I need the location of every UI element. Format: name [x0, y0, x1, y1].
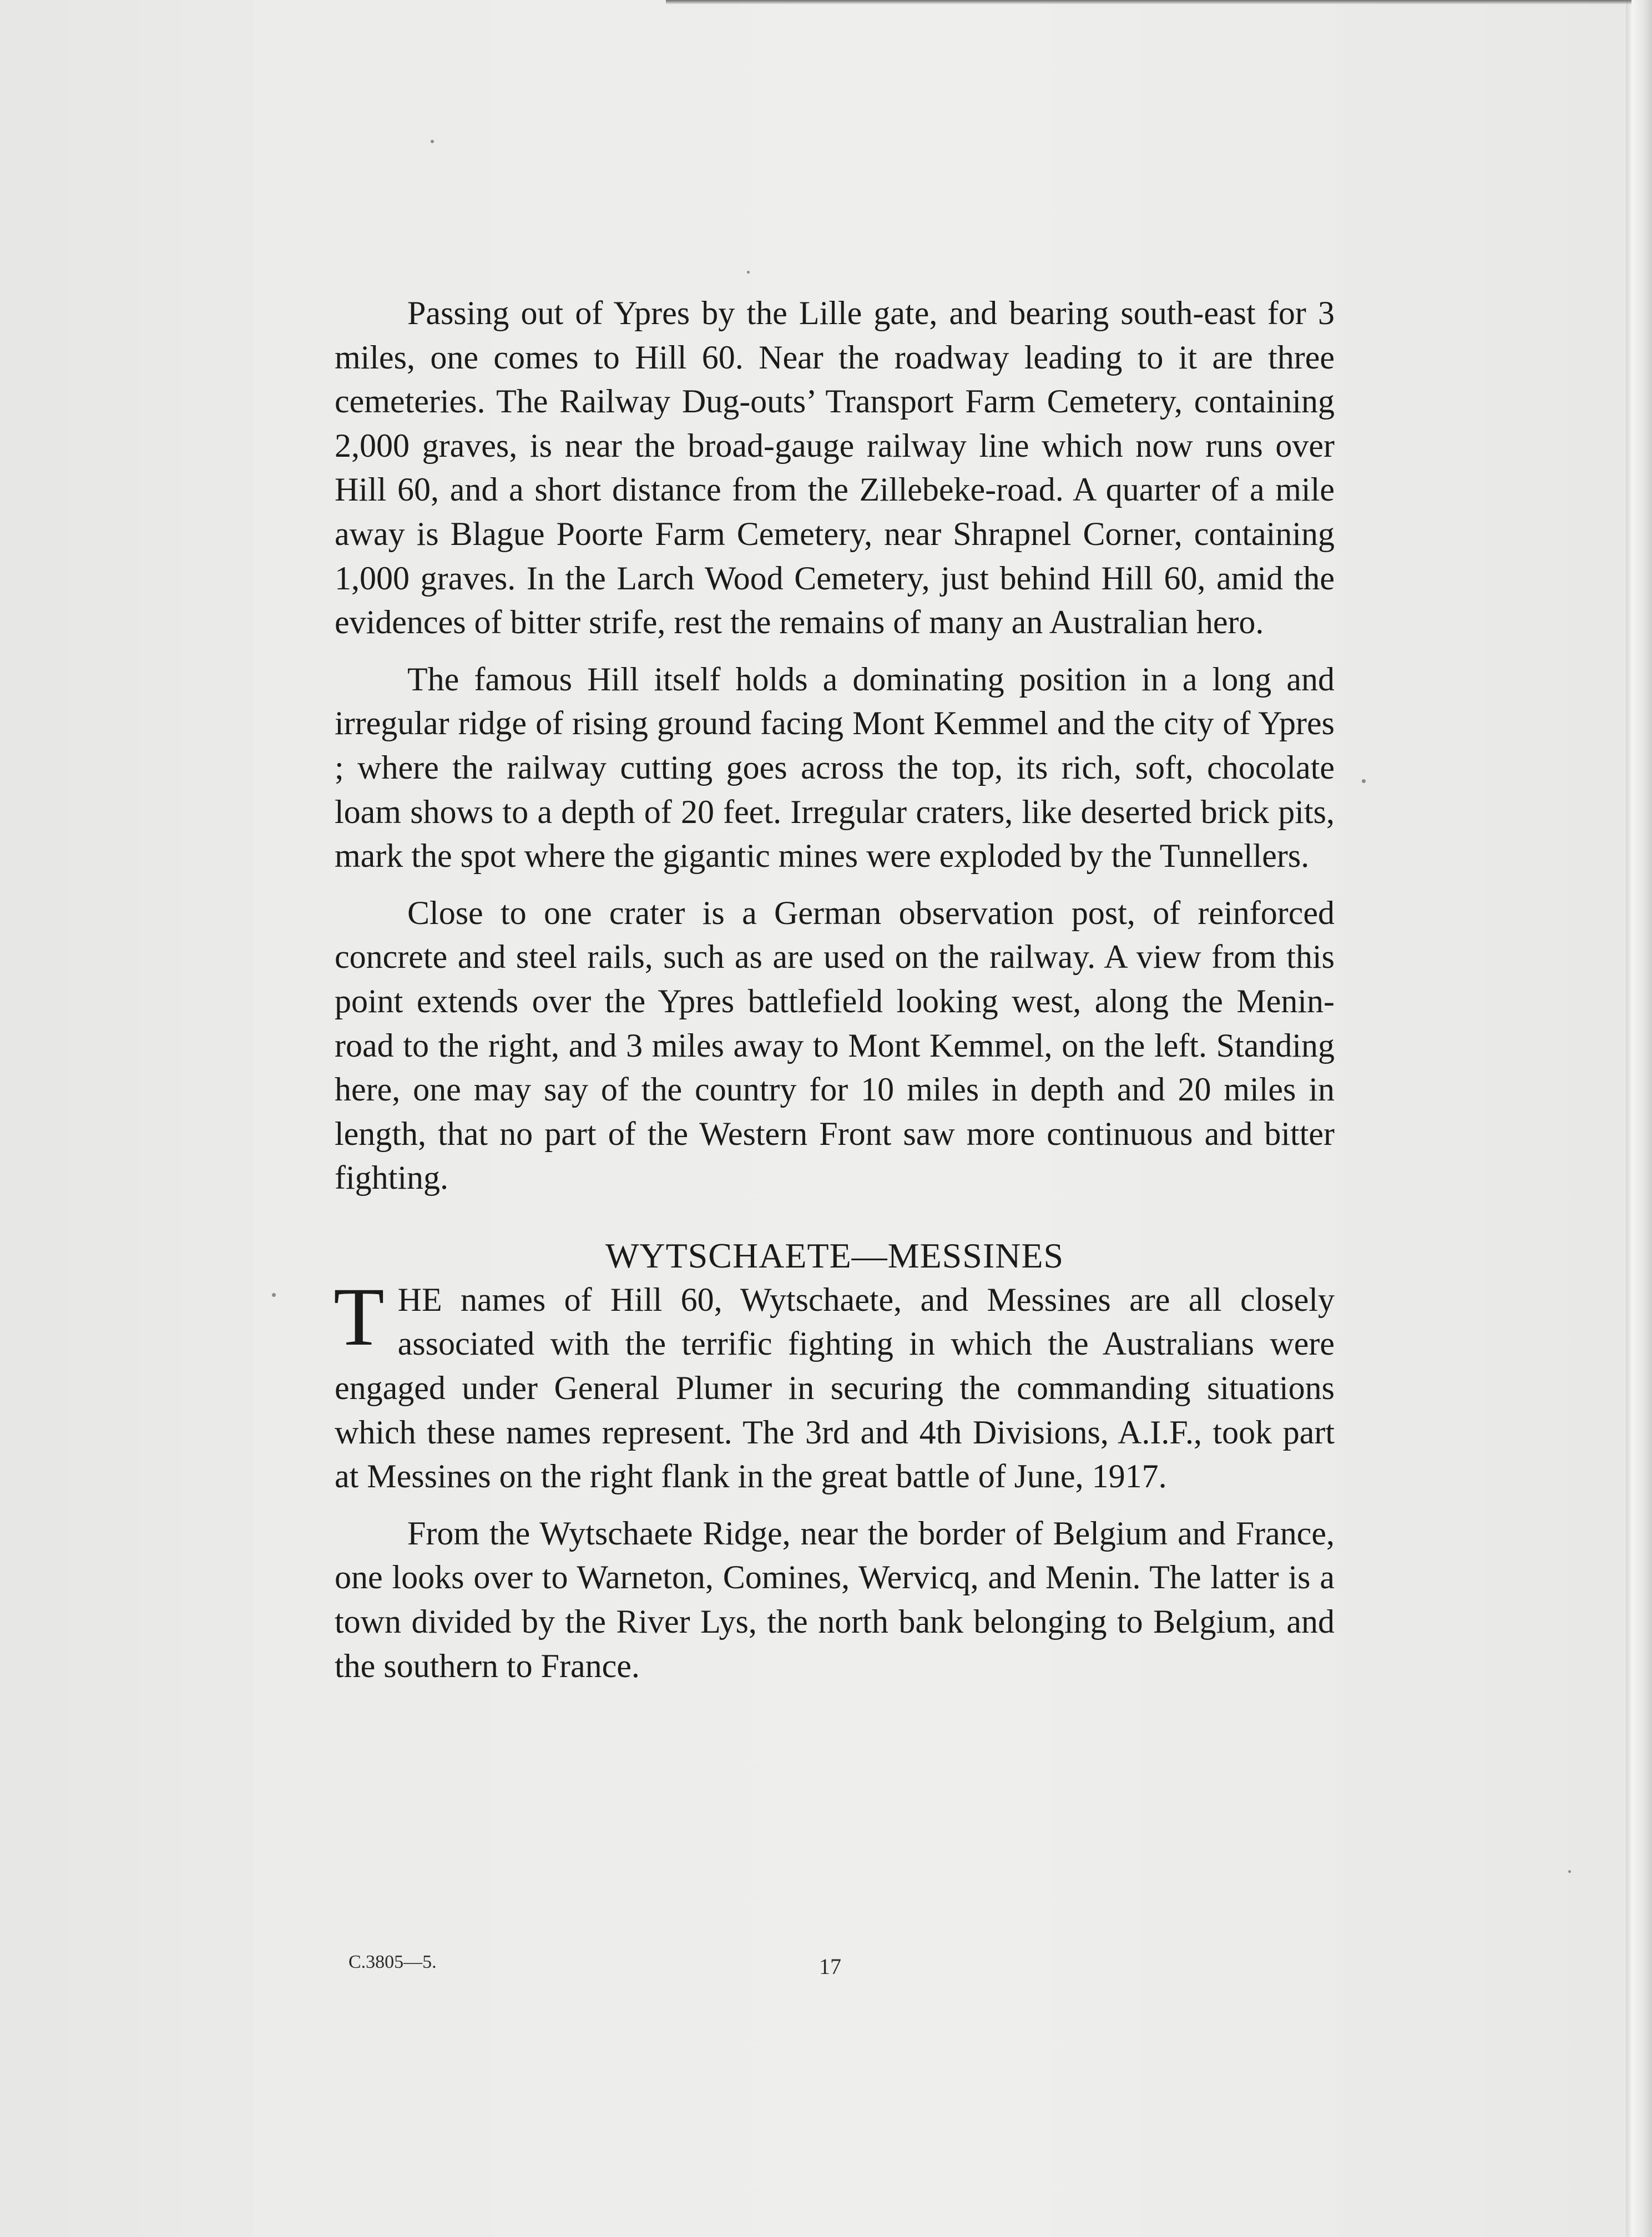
drop-cap: T — [334, 1270, 385, 1363]
paragraph-observation-post: Close to one crater is a German observation post, of reinforced concrete and steel rails, such as are used on the railway. A view from this point extends over the Ypres battlefield looking west, along the Menin-road to the right, and 3 miles away to Mont Kemmel, on the left. Standing here, one may say of the country for 10 miles in depth and 20 miles in length, that no part of the Western Front saw more continuous and bitter fighting. — [335, 894, 1335, 1196]
paragraph-wytschaete-messines-text: HE names of Hill 60, Wytschaete, and Messines are all closely associated with the terrific fighting in which the Australians were engaged under General Plumer in securing the commanding situations which these names represent. The 3rd and 4th Divisions, A.I.F., took part at Messines on the right flank in the great battle of June, 1917. — [335, 1281, 1335, 1495]
paragraph-hill-60: Passing out of Ypres by the Lille gate, and bearing south-east for 3 miles, one comes to Hill 60. Near the roadway leading to it are three cemeteries. The Railway Dug-outs’ Transport Farm Cemetery, containing 2,000 graves, is near the broad-gauge railway line which now runs over Hill 60, and a short distance from the Zillebeke-road. A quarter of a mile away is Blague Poorte Farm Cemetery, near Shrapnel Corner, containing 1,000 graves. In the Larch Wood Cemetery, just behind Hill 60, amid the evidences of bitter strife, rest the remains of many an Australian hero. — [335, 295, 1335, 641]
scan-shadow — [666, 0, 1631, 4]
scan-speck — [747, 271, 750, 274]
scan-speck — [1568, 1870, 1571, 1873]
page-edge — [1626, 0, 1652, 2237]
paragraph-famous-hill: The famous Hill itself holds a dominating position in a long and irregular ridge of rising ground facing Mont Kemmel and the city of Ypres ; where the railway cutting goes across the top, its rich, soft, chocolate loam shows to a depth of 20 feet. Irregular craters, like deserted brick pits, mark the spot where the gigantic mines were exploded by the Tunnellers. — [335, 660, 1335, 875]
paragraph-wytschaete-ridge: From the Wytschaete Ridge, near the border of Belgium and France, one looks over to Warneton, Comines, Wervicq, and Menin. The latter is a town divided by the River Lys, the north bank belonging to Belgium, and the southern to France. — [335, 1514, 1335, 1684]
paragraph-wytschaete-messines — [334, 1270, 1335, 1499]
scan-speck — [431, 140, 434, 143]
page-number: 17 — [819, 1954, 841, 1979]
scan-speck — [1362, 779, 1366, 783]
scan-speck — [272, 1293, 276, 1297]
printer-code: C.3805—5. — [348, 1952, 437, 1972]
section-heading: WYTSCHAETE—MESSINES — [605, 1235, 1064, 1275]
body-text — [335, 291, 1335, 1701]
